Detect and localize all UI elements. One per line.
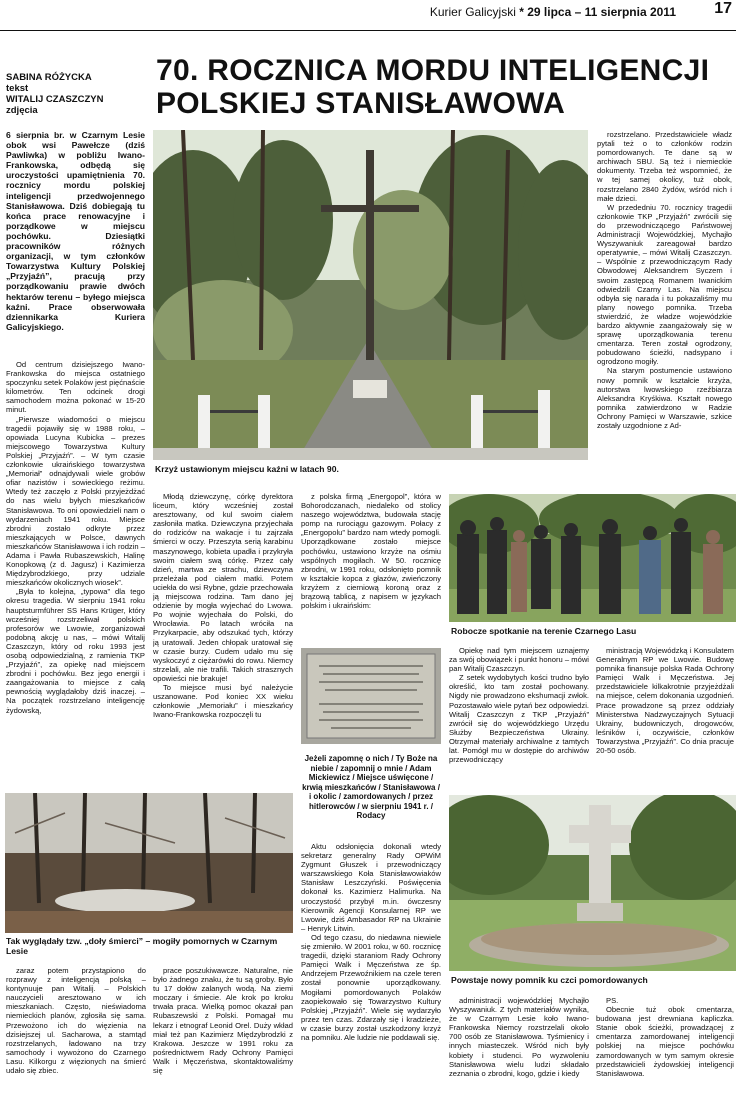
paragraph: Od centrum dzisiejszego Iwano-Frankowska do miejsca ostatniego spoczynku setek Polaków jest pięćnaście kilometrów. Ten odcinek drogi samochodem można pokonać w 15-20 minut.: [6, 360, 145, 415]
paragraph: rozstrzelano. Przedstawiciele władz pytali też o to członków rodzin pomordowanych. Te dane są w archiwach SBU. Są też i niemieckie dokumenty. Trzeba też wspomnieć, że w tej samej okolicy, tuż obok, rozstrzelano 2840 Żydów, wśród nich i małe dzieci.: [597, 130, 732, 203]
column-mid-lower: [301, 842, 441, 1096]
paragraph: PS.: [606, 996, 619, 1005]
column-bottom-mid: [153, 966, 293, 1098]
photo-meeting-caption: Robocze spotkanie na terenie Czarnego Lasu: [451, 626, 637, 636]
photo-meeting: [449, 494, 736, 622]
header-rule: [0, 30, 736, 31]
author-role: tekst: [6, 83, 29, 94]
photo-cross-memorial: [153, 130, 588, 460]
paragraph: Aktu odsłonięcia dokonali wtedy sekretarz generalny Rady OPWiM Zygmunt Głuszek i przewodniczący warszawskiego Koła Stanisławowiaków Stanisław Leszczyński. Poświęcenia dokonał ks. Kazimierz Halimurka. Na uroczystość przybył m.in. ówczesny Kierownik Agencji Konsularnej RP we Lwowie, dziś Ambasador RP na Ukrainie – Henryk Litwin.: [301, 842, 441, 933]
column-bottom-right-a: [449, 996, 589, 1098]
paragraph: Młodą dziewczynę, córkę dyrektora liceum, który wcześniej został aresztowany, od kul swoim ciałem zasłoniła matka. Dziewczyna przyjechała do rodziców na wakacje i tu zajrzała śmierci w oczy. Przeszyta serią karabinu maszynowego, kobieta upadła i przykryła swoim ciałem swą córkę. Przez cały dzień, martwa ze strachu, dziewczyna przeleżała pod ciałem matki. Potem uciekła do wsi Rybne, gdzie przechowała ją miejscowa rodzina. Tam dano jej odzienie by mogła wyjechać do Lwowa. Po wojnie wyjechała do Polski, do Wrocławia. Po latach wróciła na Przykarpacie, aby odszukać tych, którzy ją uratowali. Jeden chłopak uratował się w czasie burzy. Cudem udało mu się wyskoczyć z ciężarówki do rowu. Niemcy strzelali, ale nie trafili. Takich strasznych opowieści nie brakuje!: [153, 492, 293, 683]
paragraph: zaraz potem przystąpiono do rozprawy z inteligencją polską – kontynuuje pan Witalij. – Polskich nauczycieli aresztowano w ich mieszkaniach. Często, nieświadoma niemieckich planów, zgłosiła się sama. Przewożono ich do więzienia na dzisiejszej ul. Sacharowa, a stamtąd rozstrzelanych, ładowano na trzy samochody i wywożono do Czarnego Lasu. Kilkorgu z więzionych na śmierć udało się zbiec.: [6, 966, 146, 1076]
paragraph: z polska firmą „Energopol”, która w Bohorodczanach, niedaleko od stolicy naszego województwa, budowała stację pomp na rurociągu gazowym. Połacy z „Energopolu” bardzo nam wtedy pomogli. Uporządkowane zostało miejsce pochówku, ustawiono krzyże na ośmiu wspólnych mogiłach. W 50. rocznicę zbrodni, w 1991 roku, odsłonięto pomnik w kształcie kopca z głazów, zwieńczony krzyżem z cierniową koroną oraz z brązową tablicą, z napisem w językach polskim i ukraińskim:: [301, 492, 441, 611]
column-1: [6, 360, 145, 790]
plaque-inscription: Jeżeli zapomnę o nich / Ty Boże na niebie / zapomnij o mnie / Adam Mickiewicz / Miejsce uświęcone / krwią mieszkańców / Stanisławowa / i okolic / zamordowanych / przez hitlerowców / w sierpniu 1941 r. / Rodacy: [302, 754, 440, 820]
paragraph: Z setek wydobytych kości trudno było określić, kto tam został pochowany. Nigdy nie prowadzono ekshumacji zwłok. Pozostawało wiele pytań bez odpowiedzi. Witalij Czaszczyn z TKP „Przyjaźń” zwrócił się do wojewódzkiego Urzędu Służby Bezpieczeństwa Ukrainy. Otrzymał materiały archiwalne z tamtych lat. Pomógł mu w dostępie do archiwów przewodniczący: [449, 673, 589, 765]
photographer-role: zdjęcia: [6, 105, 38, 116]
photo-new-monument: [449, 795, 736, 971]
column-bottom-right-b: [596, 996, 734, 1098]
photo-plaque: [301, 648, 441, 744]
issue-date: 29 lipca – 11 sierpnia 2011: [527, 5, 676, 19]
article-lead: 6 sierpnia br. w Czarnym Lesie obok wsi Pawełcze (dziś Pawliwka) w pobliżu Iwano-Frankowska, odbędą się uroczystości upamiętnienia 70. rocznicy mordu polskiej inteligencji przedwojennego Stanisławowa. Dziś dobiegają tu końca prace renowacyjne i porządkowe w miejscu pochówku. Dziesiątki pracowników różnych organizacji, w tym członków Towarzystwa Kultury Polskiej „Przyjaźń”, pracują przy porządkowaniu prawie dwóch hektarów terenu – byłego miejsca kaźni. Prace obserwowała dziennikarka Kuriera Galicyjskiego.: [6, 130, 145, 332]
paragraph: W przededniu 70. rocznicy tragedii członkowie TKP „Przyjaźń” zwrócili się do przewodniczącego Państwowej Administracji Wojewódzkiej, Mychajło Wyszywaniuk zareagował bardzo operatywnie, – mówi Witalij Czaszczyn. – Wspólnie z przewodniczącym Rady Obwodowej Aleksandrem Syczem i swoim zastępcą Romanem Iwanickim odwiedzili Czarny Las. Na miejscu odbyła się narada i tu pokazaliśmy mu plany nowego pomnika. Trzeba stwierdzić, że władze wojewódzkie bardzo aktywnie zaangażowały się w sprawę uporządkowania terenu cmentarza. Teren został ogrodzony, pobudowano ścieżki, nadsypano i ogrodzono mogiły.: [597, 202, 732, 367]
paragraph: Na starym postumencie ustawiono nowy pomnik w kształcie krzyża, autorstwa lwowskiego rzeźbiarza Aleksandra Kryśkiwa. Kształt nowego pomnika zatwierdzono w Radzie Ochrony Pamięci w Warszawie, szkice zostały uzgodnione z Ad-: [597, 366, 732, 430]
paragraph: prace poszukiwawcze. Naturalne, nie było żadnego znaku, że tu są groby. Było tu 17 dołów zalanych wodą. Na ziemi moczary i śmiecie. Ale krok po kroku trwała praca. Wielką pomoc okazał pan Rubaszewski z Polski. Pomagał mu lekarz i etnograf Leonid Orel. Duży wkład miał też pan Kazimierz Międzybrodzki z Krakowa. Jeszcze w 1991 roku za pośrednictwem Rady Ochrony Pamięci Walk i Męczeństwa, skontaktowaliśmy się: [153, 966, 293, 1076]
photographer-name: WITALIJ CZASZCZYN: [6, 94, 104, 105]
photo-death-pits: [5, 793, 293, 933]
paragraph: Obecnie tuż obok cmentarza, budowana jest drewniana kapliczka. Stanie obok ścieżki, prowadzącej z cmentarza zamordowanej inteligencji polskiej na miejsce pochówku zamordowanych w tym samym okresie przedstawicieli żydowskiej inteligencji Stanisławowa.: [596, 1005, 734, 1078]
column-bottom-left: [6, 966, 146, 1098]
paragraph: „Pierwsze wiadomości o miejscu tragedii pojawiły się w 1988 roku, – opowiada Lucyna Kubicka – prezes miejscowego Towarzystwa Kultury Polskiej „Przyjaźń”. – W tym czasie członkowie ukraińskiego towarzystwa „Memoriał” odnajdywali wiele grobów ofiar nazistów i sowieckiego reżimu. Wtedy też zaczęło z Polski przyjeżdżać do nas wielu byłych mieszkańców Stanisławowa. To oni opowiedzieli nam o wydarzeniach 1941 roku. Miejsce zbrodni zostało odkryte przez mieszkających w Polsce, dawnych mieszkańców Stanisławowa i ich rodzin – Adama i Pawła Rubaszewskich, Halinę Konopkową (z d. Jagusz) i Kazimierza Międzybrodzkiego, przy udziale mieszkańców okolicznych wiosek”.: [6, 414, 145, 588]
column-mid-left: [153, 492, 293, 792]
column-right-top: [597, 130, 732, 486]
publication-name: Kurier Galicyjski: [429, 5, 516, 19]
column-right-mid-b: [596, 646, 734, 792]
column-right-mid-a: [449, 646, 589, 792]
page-number: 17: [714, 0, 732, 17]
paragraph: administracji wojewódzkiej Mychajło Wyszywaniuk. Z tych materiałów wynika, że w Czarnym Lesie koło Iwano-Frankowska Niemcy rozstrzelali około 700 osób ze Stanisławowa. Tyśmienicy i innych miasteczek. Wśród nich były kobiety i studenci. Po wyzwoleniu Stanisławowa wielu ludzi składało zeznania o zbrodni, kogo, gdzie i kiedy: [449, 996, 589, 1078]
paragraph: To miejsce musi być należycie uszanowane. Pod koniec XX wieku członkowie „Memoriału” i mieszkańcy Iwano-Frankowska rozpoczęli tu: [153, 682, 293, 720]
paragraph: „Była to kolejna, „typowa” dla tego okresu tragedia. W sierpniu 1941 roku hauptsturmführer SS Hans Krüger, który wcześniej rozstrzeliwał polskich profesorów we Lwowie, zorganizował podobną akcję u nas, – mówi Witalij Czaszczyn, który od roku 1993 jest osobą odpowiedzialną, z ramienia TKP „Przyjaźń”, za opiekę nad miejscem zbrodni i pochówku. Bez jego energii i zaangażowania to miejsce z całą pewnością wyglądałoby dziś inaczej. – Na początek rozstrzelano inteligencję żydowską,: [6, 587, 145, 715]
paragraph: ministracją Wojewódzką i Konsulatem Generalnym RP we Lwowie. Budowę pomnika finansuje polska Rada Ochrony Pamięci Walk i Męczeństwa. Jej przedstawiciele kilkakrotnie przyjeżdżali na miejsce, celem dokonania uzgodnień. Prace prowadzone są przez oddziały Ministerstwa Nadzwyczajnych Sytuacji Ukrainy, budowniczych, drogowców, leśników i, oczywiście, członków Towarzystwa „Przyjaźń”. Co dnia pracuje 20-50 osób.: [596, 646, 734, 756]
author-name: SABINA RÓŻYCKA: [6, 72, 92, 83]
article-title: 70. ROCZNICA MORDU INTELIGENCJI POLSKIEJ STANISŁAWOWA: [156, 54, 710, 120]
photo-cross-caption: Krzyż ustawionym miejscu kaźni w latach 90.: [155, 464, 339, 474]
photo-death-pits-caption: Tak wyglądały tzw. „doły śmierci” – mogiły pomornych w Czarnym Lesie: [6, 936, 278, 956]
byline: [6, 72, 146, 116]
paragraph: Opiekę nad tym miejscem uznajemy za swój obowiązek i punkt honoru – mówi pan Witalij Czaszczyn.: [449, 646, 589, 674]
publication-header: Kurier Galicyjski * 29 lipca – 11 sierpnia 2011: [429, 5, 676, 19]
column-mid-right: [301, 492, 441, 642]
photo-new-monument-caption: Powstaje nowy pomnik ku czci pomordowanych: [451, 975, 648, 985]
paragraph: Od tego czasu, do niedawna niewiele się zmieniło. W 2001 roku, w 60. rocznicę tragedii, dzięki staraniom Rady Ochrony Pamięci Walk i Męczeństwa ze śp. Andrzejem Przewoźnikiem na czele teren został ponownie uporządkowany. Mogiłami pomordowanych Polaków zaopiekowało się Towarzystwo Kultury Polskiej „Przyjaźń”. Wiele się wydarzyło przez ten czas. Zdarzały się i kradzieże, w czasie burzy został uszkodzony krzyż na pomniku. Ale ludzie nie poddawali się.: [301, 932, 441, 1042]
